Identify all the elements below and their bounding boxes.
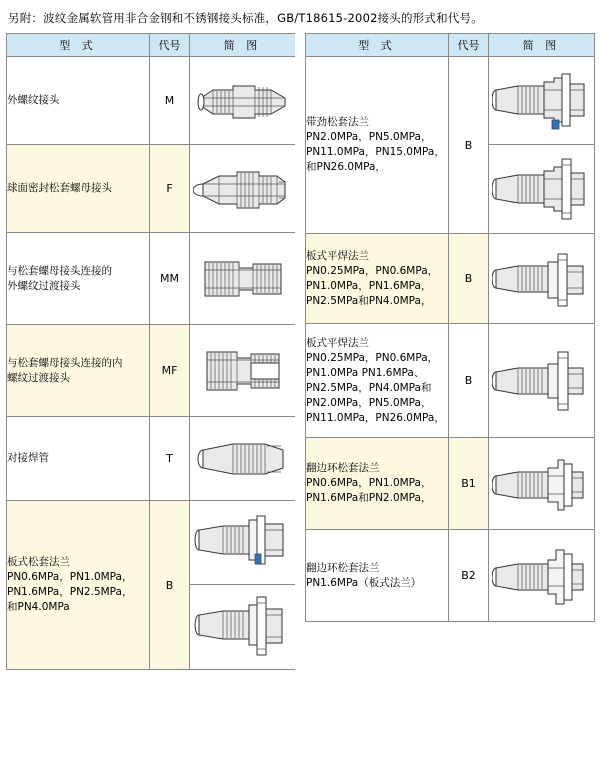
column-gap (295, 33, 305, 670)
row-type-cell: 球面密封松套螺母接头 (7, 145, 150, 233)
table-row (7, 145, 296, 233)
row-code-cell: T (150, 417, 190, 501)
butt-weld-pipe-icon (193, 428, 293, 490)
table-row (306, 324, 595, 438)
header-figure: 简 图 (190, 34, 296, 57)
table-row (7, 57, 296, 145)
row-type-cell: 外螺纹接头 (7, 57, 150, 145)
ribbed-loose-flange-icon-1 (492, 62, 592, 140)
row-code-cell: B (449, 234, 489, 324)
row-type-cell: 带劲松套法兰 PN2.0MPa，PN5.0MPa， PN11.0MPa，PN15.0MPa， 和PN26.0MPa， (306, 57, 449, 234)
table-row (306, 234, 595, 324)
table-row (306, 57, 595, 234)
plate-welding-flange-a-icon (492, 240, 592, 318)
row-figure-cell (489, 324, 595, 438)
header-figure: 简 图 (489, 34, 595, 57)
left-table-head (7, 34, 296, 57)
left-table-body (7, 57, 296, 670)
figure-slot-top (190, 501, 295, 585)
right-table-head (306, 34, 595, 57)
row-type-cell: 板式松套法兰 PN0.6MPa，PN1.0MPa， PN1.6MPa，PN2.5MPa， 和PN4.0MPa (7, 501, 150, 670)
row-code-cell: B (449, 57, 489, 234)
plate-loose-flange-icon-1 (193, 506, 293, 580)
row-figure-cell (489, 530, 595, 622)
row-code-cell: F (150, 145, 190, 233)
row-figure-cell (489, 57, 595, 234)
ribbed-loose-flange-icon-2 (492, 149, 592, 229)
header-type: 型 式 (306, 34, 449, 57)
figure-slot-bottom (190, 585, 295, 669)
row-figure-cell (190, 501, 296, 670)
table-row (306, 438, 595, 530)
row-figure-cell (190, 57, 296, 145)
figure-slot-top (489, 57, 594, 145)
left-table (6, 33, 296, 670)
right-half (305, 33, 594, 670)
right-table (305, 33, 595, 622)
row-code-cell: MM (150, 233, 190, 325)
table-row (7, 417, 296, 501)
row-type-cell: 与松套螺母接头连接的 外螺纹过渡接头 (7, 233, 150, 325)
row-code-cell: B (150, 501, 190, 670)
page-title: 另附：波纹金属软管用非合金钢和不锈钢接头标准，GB/T18615-2002接头的形式和代号。 (8, 11, 483, 25)
row-figure-cell (489, 438, 595, 530)
row-type-cell: 板式平焊法兰 PN0.25MPa，PN0.6MPa， PN1.0MPa PN1.6MPa、 PN2.5MPa，PN4.0MPa和 PN2.0MPa，PN5.0MPa， PN11.0MPa，PN26.0MPa， (306, 324, 449, 438)
table-row (306, 530, 595, 622)
row-code-cell: M (150, 57, 190, 145)
spherical-seal-union-nut-icon (193, 156, 293, 222)
left-half (6, 33, 295, 670)
plate-welding-flange-b-icon (492, 338, 592, 424)
table-row (7, 233, 296, 325)
lap-joint-flange-b1-icon (492, 444, 592, 524)
row-type-cell: 对接焊管 (7, 417, 150, 501)
male-thread-fitting-icon (193, 68, 293, 134)
row-type-cell: 与松套螺母接头连接的内 螺纹过渡接头 (7, 325, 150, 417)
row-type-cell: 板式平焊法兰 PN0.25MPa，PN0.6MPa， PN1.0MPa，PN1.6MPa， PN2.5MPa和PN4.0MPa， (306, 234, 449, 324)
row-figure-cell (190, 233, 296, 325)
table-row (7, 325, 296, 417)
row-code-cell: B2 (449, 530, 489, 622)
row-code-cell: MF (150, 325, 190, 417)
male-transition-fitting-icon (193, 244, 293, 314)
row-code-cell: B1 (449, 438, 489, 530)
row-figure-cell (190, 417, 296, 501)
row-figure-cell (489, 234, 595, 324)
row-code-cell: B (449, 324, 489, 438)
row-figure-cell (190, 145, 296, 233)
table-row (7, 501, 296, 670)
lap-joint-flange-b2-icon (492, 536, 592, 616)
female-transition-fitting-icon (193, 336, 293, 406)
header-code: 代号 (150, 34, 190, 57)
layout-table (6, 33, 594, 670)
header-code: 代号 (449, 34, 489, 57)
header-type: 型 式 (7, 34, 150, 57)
row-type-cell: 翻边环松套法兰 PN0.6MPa，PN1.0MPa， PN1.6MPa和PN2.0MPa， (306, 438, 449, 530)
figure-slot-bottom (489, 145, 594, 233)
row-type-cell: 翻边环松套法兰 PN1.6MPa（板式法兰） (306, 530, 449, 622)
row-figure-cell (190, 325, 296, 417)
plate-loose-flange-icon-2 (193, 589, 293, 665)
right-table-body (306, 57, 595, 622)
